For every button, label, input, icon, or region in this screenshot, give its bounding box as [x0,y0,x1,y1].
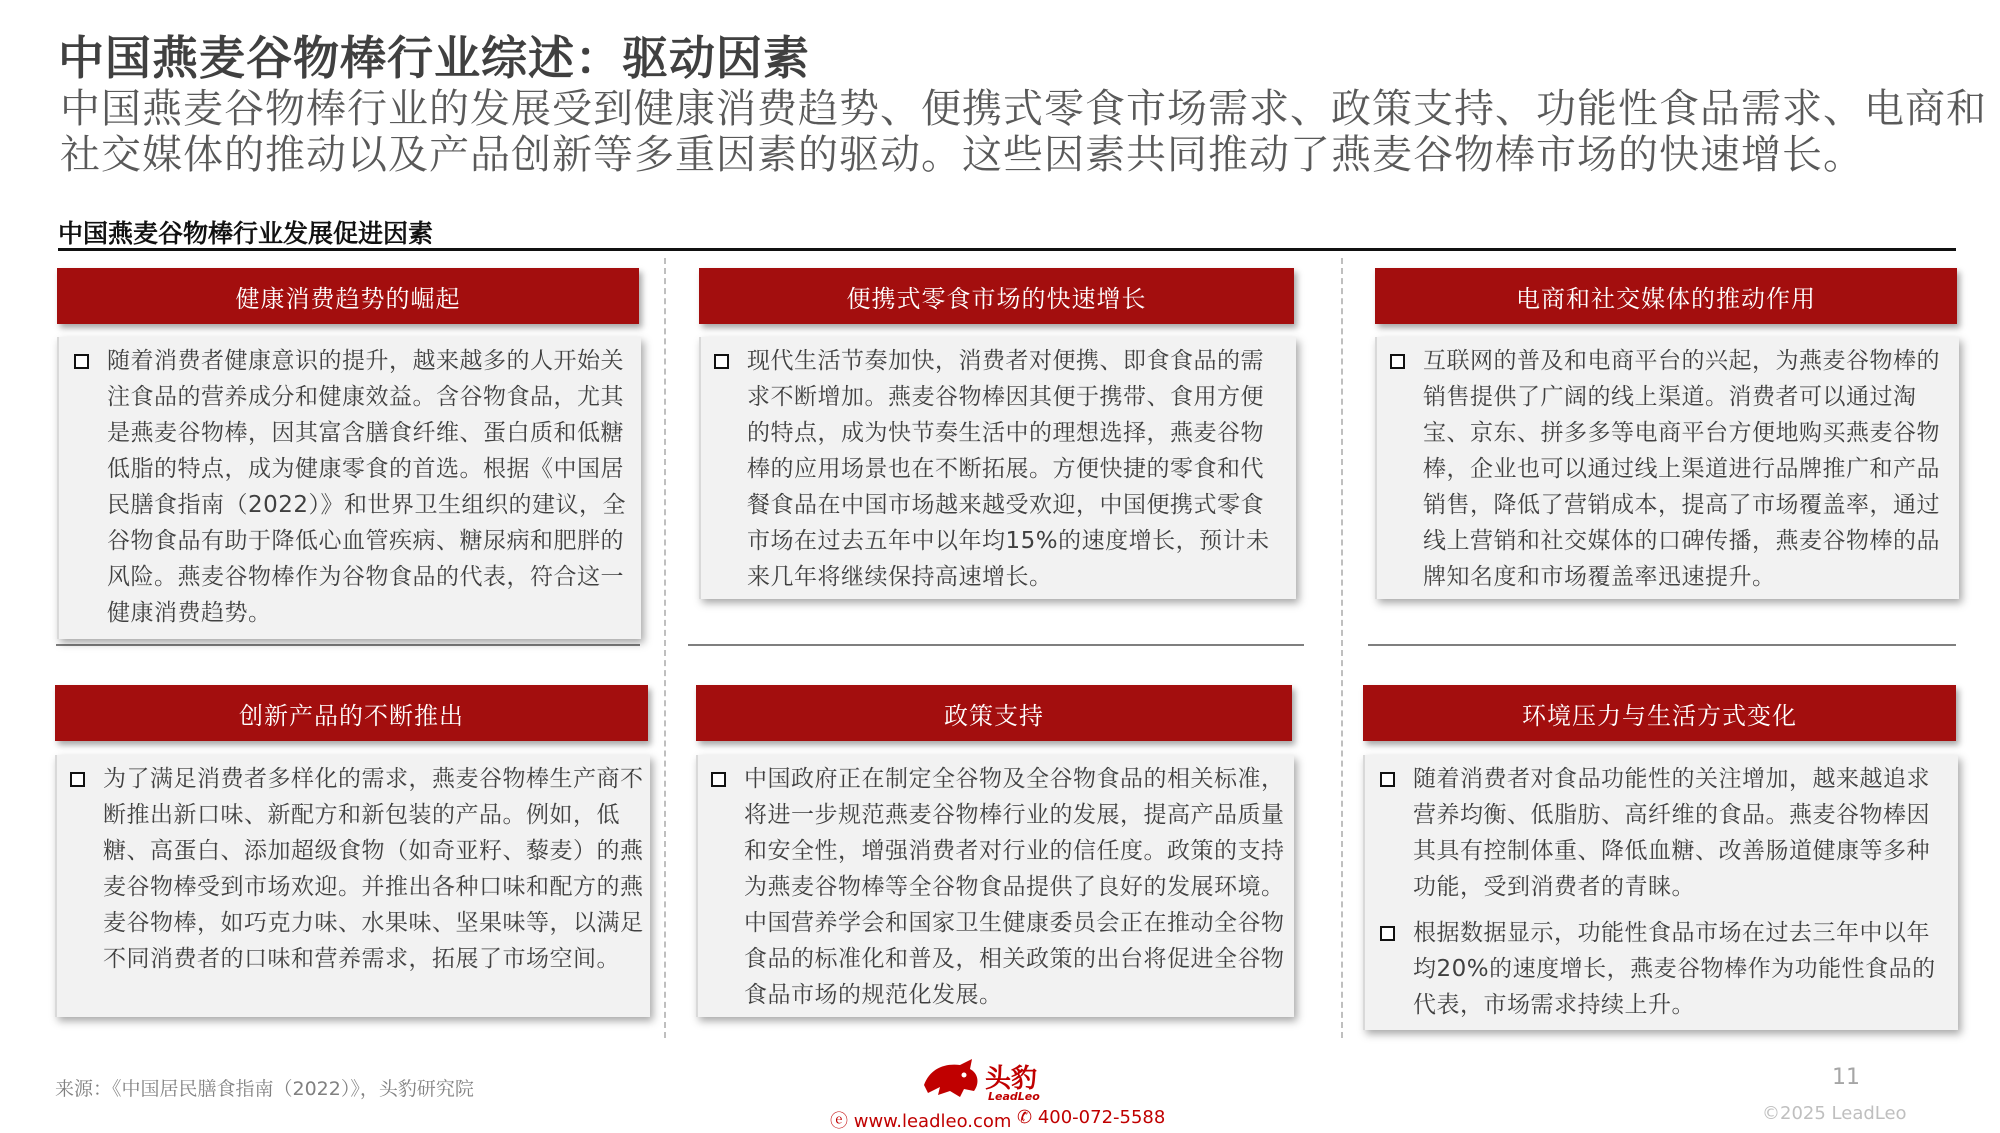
card-header-policy-support: 政策支持 [696,685,1292,741]
bullet-item: 互联网的普及和电商平台的兴起，为燕麦谷物棒的销售提供了广阔的线上渠道。消费者可以通过淘宝、京东、拼多多等电商平台方便地购买燕麦谷物棒，企业也可以通过线上渠道进行品牌推广和产品销售，降低了营销成本，提高了市场覆盖率，通过线上营销和社交媒体的口碑传播，燕麦谷物棒的品牌知名度和市场覆盖率迅速提升。 [1423,343,1953,595]
card-header-lifestyle-change: 环境压力与生活方式变化 [1363,685,1956,741]
checkbox-bullet-icon [714,354,729,369]
section-heading: 中国燕麦谷物棒行业发展促进因素 [58,219,434,248]
card-header-health-trend: 健康消费趋势的崛起 [57,268,639,324]
phone-icon: ✆ [1017,1107,1033,1128]
row-divider [1368,644,1956,646]
bullet-item: 随着消费者对食品功能性的关注增加，越来越追求营养均衡、低脂肪、高纤维的食品。燕麦谷物棒因其具有控制体重、降低血糖、改善肠道健康等多种功能，受到消费者的青睐。 [1413,761,1948,905]
website-link[interactable]: ⓔ www.leadleo.com [830,1111,1012,1132]
checkbox-bullet-icon [1380,772,1395,787]
globe-icon: ⓔ [830,1111,848,1132]
card-header-portable-snacks: 便携式零食市场的快速增长 [699,268,1294,324]
row-divider [688,644,1304,646]
page-number: 11 [1832,1065,1860,1090]
card-header-product-innovation: 创新产品的不断推出 [55,685,648,741]
logo-subtext: LeadLeo [988,1090,1040,1103]
card-body-ecommerce [1375,337,1959,599]
bullet-item: 现代生活节奏加快，消费者对便携、即食食品的需求不断增加。燕麦谷物棒因其便于携带、食用方便的特点，成为快节奏生活中的理想选择，燕麦谷物棒的应用场景也在不断拓展。方便快捷的零食和代餐食品在中国市场越来越受欢迎，中国便携式零食市场在过去五年中以年均15%的速度增长，预计未来几年将继续保持高速增长。 [747,343,1287,595]
column-divider [664,258,666,1038]
checkbox-bullet-icon [74,354,89,369]
page-subtitle: 中国燕麦谷物棒行业的发展受到健康消费趋势、便携式零食市场需求、政策支持、功能性食品需求、电商和社交媒体的推动以及产品创新等多重因素的驱动。这些因素共同推动了燕麦谷物棒市场的快速增长。 [60,86,1987,178]
bullet-item: 为了满足消费者多样化的需求，燕麦谷物棒生产商不断推出新口味、新配方和新包装的产品。例如，低糖、高蛋白、添加超级食物（如奇亚籽、藜麦）的燕麦谷物棒受到市场欢迎。并推出各种口味和配方的燕麦谷物棒，如巧克力味、水果味、坚果味等，以满足不同消费者的口味和营养需求，拓展了市场空间。 [103,761,648,977]
checkbox-bullet-icon [711,772,726,787]
card-body-lifestyle-change [1363,755,1958,1030]
card-body-health-trend [57,337,641,639]
card-body-product-innovation [55,755,650,1017]
source-note: 来源：《中国居民膳食指南（2022）》，头豹研究院 [55,1078,474,1100]
checkbox-bullet-icon [70,772,85,787]
section-rule [58,248,1956,251]
copyright: ©2025 LeadLeo [1762,1103,1907,1124]
checkbox-bullet-icon [1390,354,1405,369]
checkbox-bullet-icon [1380,926,1395,941]
card-header-ecommerce: 电商和社交媒体的推动作用 [1375,268,1957,324]
phone-link[interactable]: ✆ 400-072-5588 [1017,1107,1166,1128]
page-title: 中国燕麦谷物棒行业综述：驱动因素 [58,31,810,85]
bullet-item: 随着消费者健康意识的提升，越来越多的人开始关注食品的营养成分和健康效益。含谷物食品，尤其是燕麦谷物棒，因其富含膳食纤维、蛋白质和低糖低脂的特点，成为健康零食的首选。根据《中国居民膳食指南（2022）》和世界卫生组织的建议，全谷物食品有助于降低心血管疾病、糖尿病和肥胖的风险。燕麦谷物棒作为谷物食品的代表，符合这一健康消费趋势。 [107,343,627,631]
row-divider [56,644,640,646]
bullet-item: 根据数据显示，功能性食品市场在过去三年中以年均20%的速度增长，燕麦谷物棒作为功能性食品的代表，市场需求持续上升。 [1413,915,1948,1023]
bullet-item: 中国政府正在制定全谷物及全谷物食品的相关标准，将进一步规范燕麦谷物棒行业的发展，提高产品质量和安全性，增强消费者对行业的信任度。政策的支持为燕麦谷物棒等全谷物食品提供了良好的发展环境。中国营养学会和国家卫生健康委员会正在推动全谷物食品的标准化和普及，相关政策的出台将促进全谷物食品市场的规范化发展。 [744,761,1296,1013]
card-body-policy-support [696,755,1294,1017]
card-body-portable-snacks [699,337,1296,599]
logo-text: 头豹 [985,1064,1038,1094]
column-divider [1341,258,1343,1038]
